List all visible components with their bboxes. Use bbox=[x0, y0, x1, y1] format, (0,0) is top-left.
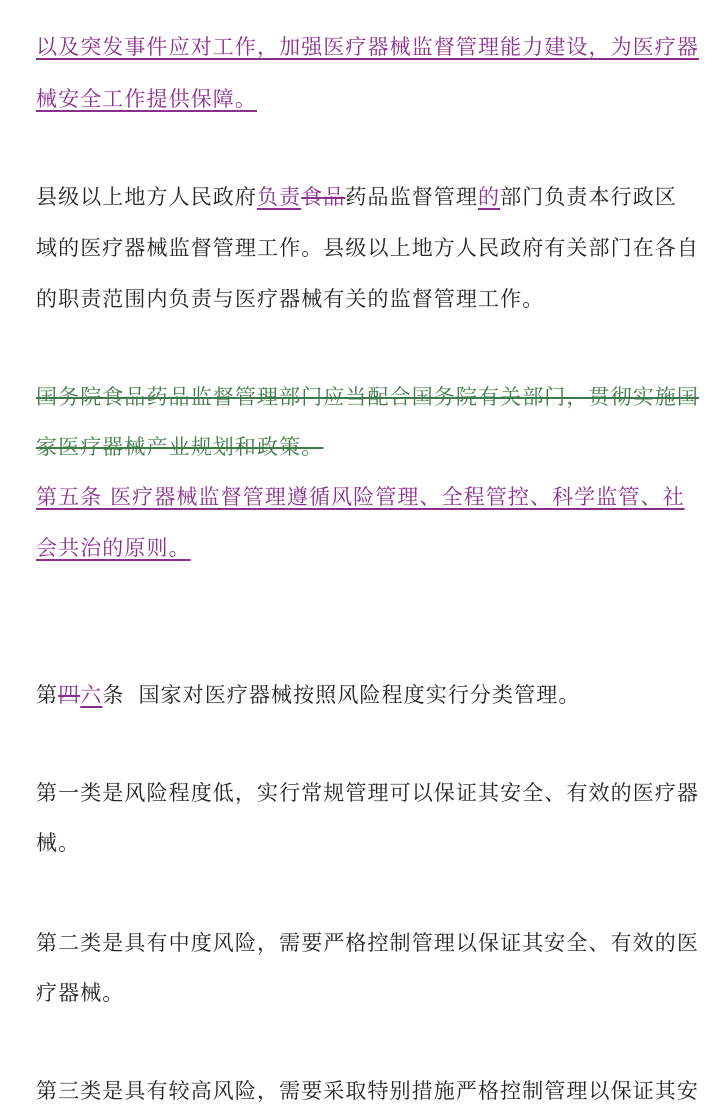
body-text: 第 bbox=[36, 683, 59, 707]
body-text: 第二类是具有中度风险，需要严格控制管理以保证其安全、有效的医 bbox=[36, 931, 699, 955]
deleted-text: 国务院食品药品监督管理部门应当配合国务院有关部门，贯彻实施国 bbox=[36, 385, 699, 409]
inserted-text: 第五条 医疗器械监督管理遵循风险管理、全程管控、科学监管、社 bbox=[36, 485, 685, 509]
para7-line2 bbox=[36, 978, 124, 1008]
inserted-text: 六 bbox=[80, 683, 103, 707]
para6-line1 bbox=[36, 778, 699, 808]
body-text: 第一类是风险程度低，实行常规管理可以保证其安全、有效的医疗器 bbox=[36, 781, 699, 805]
inserted-text: 以及突发事件应对工作，加强医疗器械监督管理能力建设，为医疗器 bbox=[36, 35, 699, 59]
deleted-text: 四 bbox=[58, 683, 81, 707]
article-heading bbox=[36, 680, 580, 710]
para2-line2 bbox=[36, 233, 699, 263]
body-text: 疗器械。 bbox=[36, 981, 125, 1005]
body-text: 药品监督管理 bbox=[345, 185, 479, 209]
para2-line3 bbox=[36, 284, 544, 314]
para4-line2 bbox=[36, 533, 191, 563]
para3-line2 bbox=[36, 432, 323, 462]
body-text: 国家对医疗器械按照风险程度实行分类管理。 bbox=[138, 683, 581, 707]
inserted-text: 械安全工作提供保障。 bbox=[36, 87, 257, 111]
body-text: 县级以上地方人民政府 bbox=[36, 185, 257, 209]
body-text: 械。 bbox=[36, 831, 81, 855]
body-text: 的职责范围内负责与医疗器械有关的监督管理工作。 bbox=[36, 287, 545, 311]
para6-line2 bbox=[36, 828, 80, 858]
inserted-text: 负责 bbox=[257, 185, 302, 209]
para2-line1 bbox=[36, 182, 677, 212]
deleted-text: 家医疗器械产业规划和政策。 bbox=[36, 435, 324, 459]
deleted-text: 食品 bbox=[301, 185, 346, 209]
inserted-text: 的 bbox=[478, 185, 501, 209]
body-text: 条 bbox=[102, 683, 125, 707]
para1-line2 bbox=[36, 84, 257, 114]
inserted-text: 会共治的原则。 bbox=[36, 536, 191, 560]
para1-line1 bbox=[36, 32, 699, 62]
para8-line1 bbox=[36, 1076, 699, 1106]
para4-line1 bbox=[36, 482, 685, 512]
body-text: 部门负责本行政区 bbox=[500, 185, 677, 209]
para7-line1 bbox=[36, 928, 699, 958]
body-text: 域的医疗器械监督管理工作。县级以上地方人民政府有关部门在各自 bbox=[36, 236, 699, 260]
para3-line1 bbox=[36, 382, 699, 412]
body-text: 第三类是具有较高风险，需要采取特别措施严格控制管理以保证其安 bbox=[36, 1079, 699, 1103]
